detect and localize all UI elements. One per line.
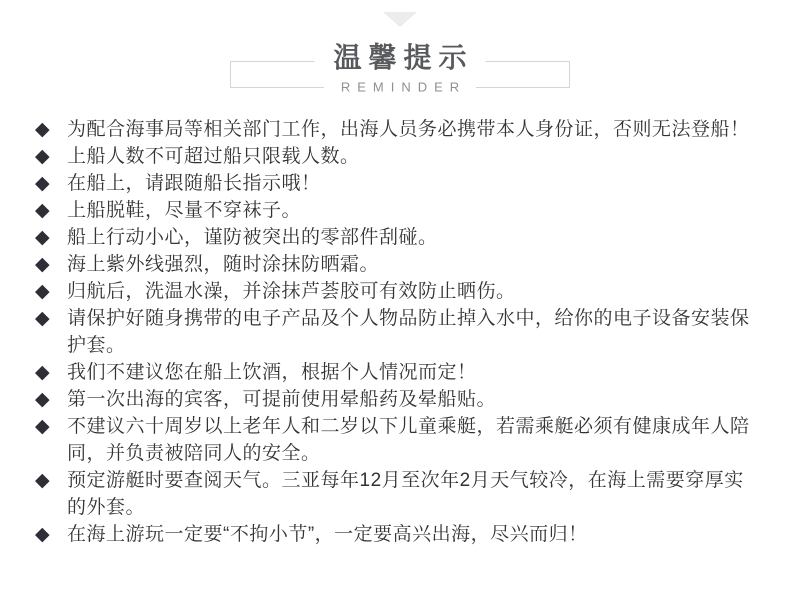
list-item <box>35 170 762 197</box>
list-item <box>35 278 762 305</box>
diamond-bullet-icon: ◆ <box>35 470 50 491</box>
tip-text: 第一次出海的宾客，可提前使用晕船药及晕船贴。 <box>67 389 497 410</box>
tip-text: 请保护好随身携带的电子产品及个人物品防止掉入水中，给你的电子设备安装保护套。 <box>67 308 750 356</box>
page-title: 温馨提示 <box>314 44 485 72</box>
diamond-bullet-icon: ◆ <box>35 200 50 221</box>
diamond-bullet-icon: ◆ <box>35 254 50 275</box>
list-item <box>35 197 762 224</box>
diamond-bullet-icon: ◆ <box>35 362 50 383</box>
list-item <box>35 413 762 467</box>
diamond-bullet-icon: ◆ <box>35 227 50 248</box>
tip-text: 归航后，洗温水澡，并涂抹芦荟胶可有效防止晒伤。 <box>67 281 516 302</box>
diamond-bullet-icon: ◆ <box>35 281 50 302</box>
tip-text: 预定游艇时要查阅天气。三亚每年12月至次年2月天气较冷，在海上需要穿厚实的外套。 <box>67 470 744 518</box>
list-item <box>35 143 762 170</box>
diamond-bullet-icon: ◆ <box>35 308 50 329</box>
list-item <box>35 521 762 548</box>
tip-text: 不建议六十周岁以上老年人和二岁以下儿童乘艇，若需乘艇必须有健康成年人陪同，并负责被陪同人的安全。 <box>67 416 750 464</box>
page-subtitle: REMINDER <box>324 81 476 94</box>
tip-text: 海上紫外线强烈，随时涂抹防晒霜。 <box>67 254 380 275</box>
tip-text: 在船上，请跟随船长指示哦！ <box>67 173 321 194</box>
tip-text: 上船人数不可超过船只限载人数。 <box>67 146 360 167</box>
diamond-bullet-icon: ◆ <box>35 416 50 437</box>
list-item <box>35 467 762 521</box>
tip-text: 我们不建议您在船上饮酒，根据个人情况而定！ <box>67 362 477 383</box>
title-box <box>230 42 570 95</box>
tip-text: 为配合海事局等相关部门工作，出海人员务必携带本人身份证，否则无法登船！ <box>67 119 750 140</box>
list-item <box>35 224 762 251</box>
diamond-bullet-icon: ◆ <box>35 146 50 167</box>
tip-text: 船上行动小心，谨防被突出的零部件刮碰。 <box>67 227 438 248</box>
tips-list <box>0 116 800 548</box>
list-item <box>35 305 762 359</box>
list-item <box>35 359 762 386</box>
list-item <box>35 386 762 413</box>
diamond-bullet-icon: ◆ <box>35 389 50 410</box>
reminder-page <box>0 12 800 595</box>
tip-text: 上船脱鞋，尽量不穿袜子。 <box>67 200 302 221</box>
list-item <box>35 116 762 143</box>
triangle-down-icon <box>383 12 417 27</box>
list-item <box>35 251 762 278</box>
diamond-bullet-icon: ◆ <box>35 119 50 140</box>
diamond-bullet-icon: ◆ <box>35 173 50 194</box>
diamond-bullet-icon: ◆ <box>35 524 50 545</box>
tip-text: 在海上游玩一定要“不拘小节”，一定要高兴出海，尽兴而归！ <box>67 524 588 545</box>
